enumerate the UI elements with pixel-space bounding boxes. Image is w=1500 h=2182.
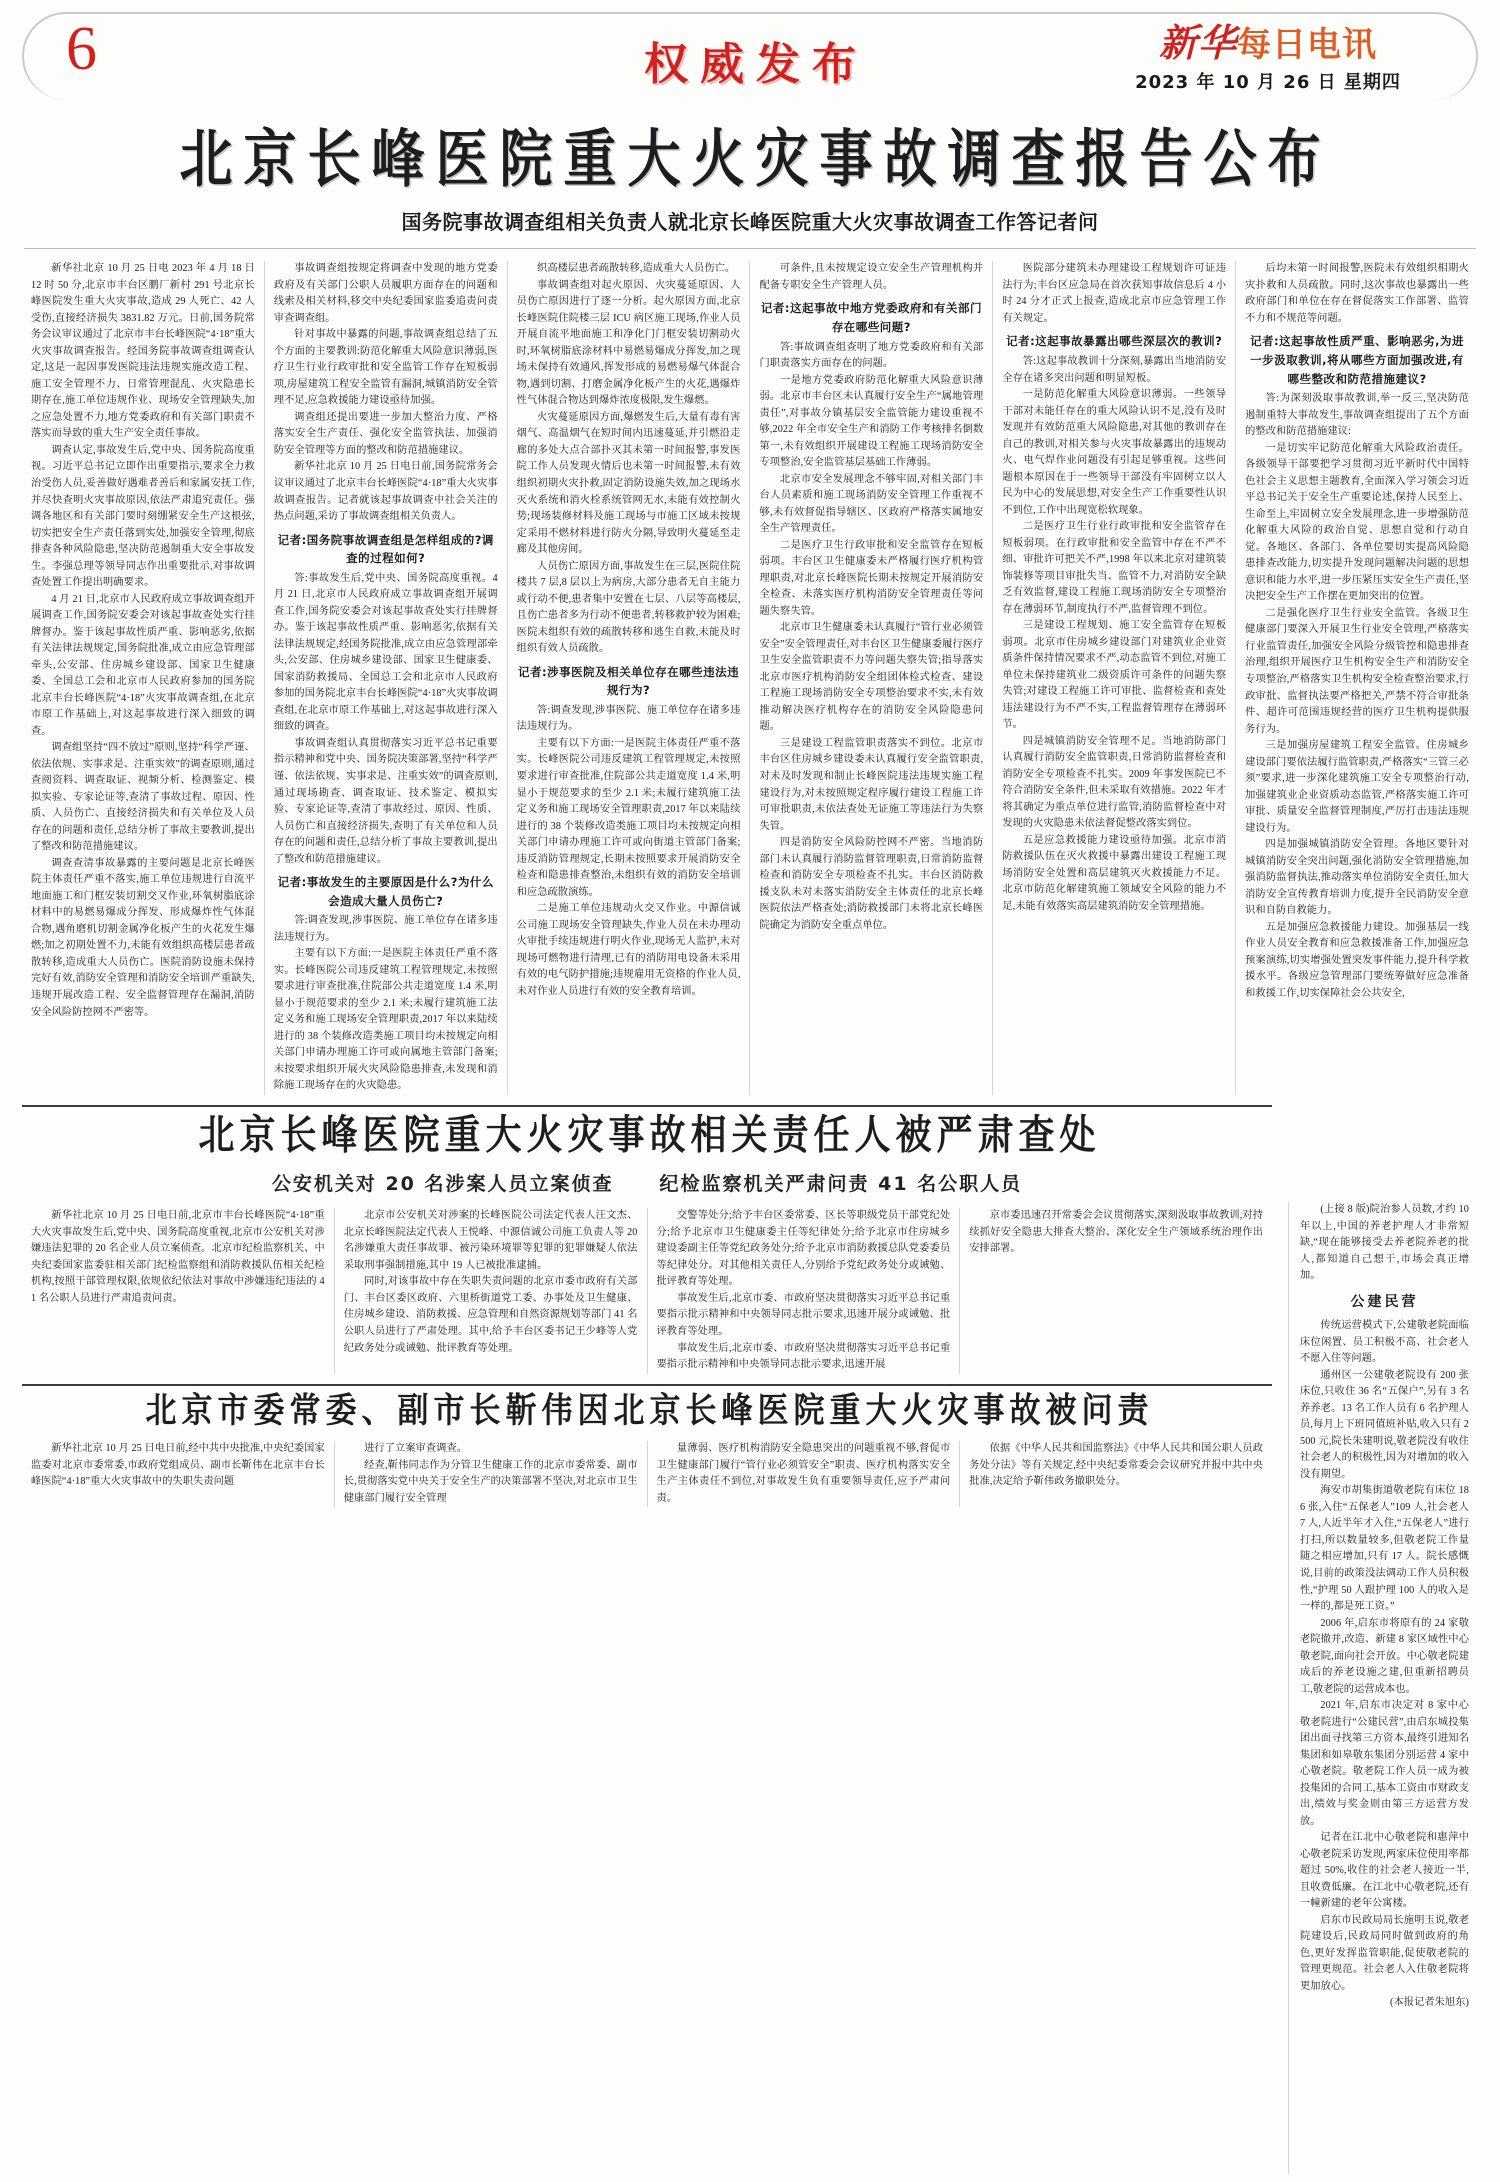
rail-paragraph: 传统运营模式下,公建敬老院面临床位闲置、员工积极不高、社会老人不愿入住等问题。 (1300, 1320, 1469, 1365)
text-column-2 (265, 261, 508, 1095)
paper-logo-part1: 新华 (1158, 21, 1237, 65)
rail-paragraph: 通州区一公建敬老院设有 200 张床位,只收住 36 名“五保户”,另有 3 名养养老。13 名工作人员有 6 名护理人员,每月上下班同值班补贴,收入只有 2500 元,院长朱建明说,敬老院没有收住社会老人的积极性,因为对增加的收入没有期望。 (1300, 1369, 1469, 1480)
article-paragraph: 医院部分建筑未办理建设工程规划许可证违法行为;丰台区应急局在首次获知事故信息后 4 小时 24 分才正式上报查,造成北京市应急管理工作有关规定。 (1002, 263, 1227, 324)
secondary-divider-2 (22, 1384, 1272, 1386)
sec1-column-2 (335, 1208, 648, 1373)
article-subheading: 记者:这起事故中地方党委政府和有关部门存在哪些问题? (760, 301, 982, 334)
article-paragraph: 答:事故发生后,党中央、国务院高度重视。4 月 21 日,北京市人民政府成立事故调查组开展调查工作,国务院安委会对该起事故查处实行挂牌督办。鉴于该起事故性质严重、影响恶劣,依据有关法律法规规定,经国务院批准,成立由应急管理部牵头,公安部、住房城乡建设部、国家卫生健康委、国家消防救援局、全国总工会和北京市人民政府参加的国务院北京丰台长峰医院“4·18”火灾事故调查组,在北京市原工作基础上,对这起事故进行深入细致的调查。 (273, 572, 498, 733)
sec1-column-4 (960, 1208, 1272, 1373)
article-subheading: 记者:这起事故性质严重、影响恶劣,为进一步汲取教训,将从哪些方面加强改进,有哪些整改和防范措施建议? (1250, 334, 1465, 386)
article-paragraph: 事故调查组按规定将调查中发现的地方党委政府及有关部门公职人员履职方面存在的问题和线索及相关材料,移交中央纪委国家监委追责问责审查调查组。 (273, 263, 498, 324)
article-paragraph: 二是施工单位违规动火交又作业。中源信诚公司施工现场安全管理缺失,作业人员在未办理动火审批手续违规进行明火作业,现场无人监护,未对现场可燃物进行清理,已有的消防用电设备未采用有效的电气防护措施;违规雇用无资格的作业人员,未对作业人员进行有效的安全教育培训。 (516, 903, 741, 997)
article-paragraph: 调查组还提出要进一步加大整治力度、严格落实安全生产责任、强化安全监管执法、加强消防安全管理等方面的整改和防范措施建议。 (273, 411, 498, 456)
article-paragraph: 经查,靳伟同志作为分管卫生健康工作的北京市委常委、副市长,贯彻落实党中央关于安全生产的决策部署不坚决,对北京市卫生健康部门履行安全管理 (343, 1459, 638, 1504)
paper-logo-part2: 每日电讯 (1237, 25, 1377, 65)
article-paragraph: 事故调查组认真贯彻落实习近平总书记重要指示精神和党中央、国务院决策部署,坚持“科学严谨、依法依规、实事求是、注重实效”的调查原则,通过现场勘查、调查取证、技术鉴定、模拟实验、专家论证等,查清了事故经过、原因、性质、人员伤亡和直接经济损失,查明了有关单位和人员存在的问题和责任,总结分析了事故主要教训,提出了整改和防范措施建议。 (273, 737, 498, 865)
rail-paragraph: 2021 年,启东市决定对 8 家中心敬老院进行“公建民营”,由启东城投集团出面寻找第三方资本,最终引进知名集团和如皋敬东集团分别运营 4 家中心敬老院。敬老院工作人员一成为被投集团的合同工,基本工资由市财政支出,绩效与奖金则由第三方运营方发放。 (1300, 1700, 1469, 1827)
rail-paragraph: 海安市胡集街道敬老院有床位 186 张,入住“五保老人”109 人,社会老人 7 人,人近半年才入住,“五保老人”进行打扫,所以数量较多,但敬老院工作量随之相应增加,只有 17 人。院长感慨说,目前的政策没法调动工作人员积极性,“护理 50 人跟护理 100 人的收入是一样的,都是死工资。” (1300, 1485, 1469, 1613)
lead-subheadline: 国务院事故调查组相关负责人就北京长峰医院重大火灾事故调查工作答记者问 (401, 210, 1099, 235)
article-paragraph: 京市委迅速召开常委会会议贯彻落实,深刻汲取事故教训,对持续抓好安全隐患大排查大整治、深化安全生产领域系统治理作出安排部署。 (969, 1210, 1263, 1255)
sec2-column-1 (22, 1441, 335, 1507)
secondary-headline-2: 北京市委常委、副市长靳伟因北京长峰医院重大火灾事故被问责 (145, 1390, 1154, 1431)
article-paragraph: 主要有以下方面:一是医院主体责任严重不落实。长峰医院公司违反建筑工程管理规定,未按照要求进行审查批准,住院部公共走道宽度 1.4 米,明显小于规范要求的至少 2.1 米;未履行建筑施工法定义务和施工现场安全管理职责,2017 年以来陆续进行的 38 个装修改造类施工项目均未按规定向相关部门申请办理施工许可或向街道主管部门备案;违反消防管理规定,长期未按照要求开展消防安全检查和隐患排查整治,未组织有效的消防安全培训和应急疏散演练。 (516, 737, 741, 898)
article-paragraph: 可条件,且未按规定设立安全生产管理机构并配备专职安全生产管理人员。 (759, 263, 984, 291)
article-paragraph: 北京市公安机关对涉案的长峰医院公司法定代表人汪文杰、北京长峰医院法定代表人王悦峰、中源信诚公司施工负责人等 20 名涉嫌重大责任事故罪、被污染环境罪等犯罪的犯罪嫌疑人依法采取刑事强制措施,其中 19 人已被批准逮捕。 (343, 1210, 638, 1271)
secondary-divider-1 (22, 1105, 1272, 1107)
text-column-6 (1236, 261, 1478, 1095)
secondary-story-2 (0, 1390, 1500, 1508)
article-paragraph: 一是切实牢记防范化解重大风险政治责任。各级领导干部要把学习贯彻习近平新时代中国特色社会主义思想主题教育,全面深入学习领会习近平总书记关于安全生产重要论述,保持人民至上、生命至上,牢固树立安全发展理念,进一步增强防范化解重大风险的政治自觉、思想自觉和行动自觉。各地区、各部门、各单位要切实提高风险隐患排查改能力,切实提升发现问题解决问题的思想意识和能力水平,进一步压紧压实安全生产责任,坚决把安全生产工作摆在更加突出的位置。 (1245, 442, 1469, 603)
sec2-column-3 (648, 1441, 961, 1507)
paper-brand-block (1118, 21, 1418, 94)
article-paragraph: 四是加强城镇消防安全管理。各地区要针对城镇消防安全突出问题,强化消防安全管理措施,加强消防监督执法,推动落实单位消防安全责任,加大消防安全宣传教育培训力度,提升全民消防安全意识和自防自救能力。 (1245, 839, 1469, 917)
article-subheading: 记者:事故发生的主要原因是什么?为什么会造成大量人员伤亡? (277, 875, 494, 908)
article-paragraph: 一是地方党委政府防范化解重大风险意识薄弱。北京市丰台区未认真履行安全生产“属地管理责任”,对事故分镇基层安全监管能力建设重视不够,2022 年全市安全生产和消防工作考核排名倒数第一,未有效组织开展建设工程施工现场消防安全专项整治,安全监管基层基础工作薄弱。 (759, 374, 984, 469)
article-paragraph: 新华社北京 10 月 25 日电日前,国务院常务会议审议通过了北京丰台长峰医院“4·18”重大火灾事故调查报告。记者就该起事故调查中社会关注的热点问题,采访了事故调查组相关负责人。 (273, 461, 498, 523)
secondary-subheads-1 (0, 1169, 1294, 1196)
article-paragraph: 进行了立案审查调查。 (364, 1443, 468, 1455)
text-column-5 (993, 261, 1236, 1095)
article-subheading: 记者:涉事医院及相关单位存在哪些违法违规行为? (518, 664, 740, 698)
text-column-1 (22, 261, 265, 1095)
article-paragraph: 调查组坚持“四不放过”原则,坚持“科学严谨、依法依规、实事求是、注重实效”的调查原则,通过查阅资料、调查取证、视频分析、检测鉴定、模拟实验、专家论证等,查清了事故过程、原因、性质、人员伤亡、直接经济损失和有关单位及人员存在的问题和责任,总结分析了事故主要教训,提出了整改和防范措施建议。 (31, 742, 255, 853)
rail-paragraph: 记者在江北中心敬老院和惠萍中心敬老院采访发现,两家床位使用率都超过 50%,收住的社会老人接近一半,且收费低廉。在江北中心敬老院,还有一幢新建的老年公寓楼。 (1300, 1832, 1469, 1910)
article-paragraph: 量薄弱、医疗机构消防安全隐患突出的问题重视不够,督促市卫生健康部门履行“管行业必须管安全”职责、医疗机构落实安全生产主体责任不到位,对事故发生负有重要领导责任,应予严肃问责。 (656, 1443, 951, 1504)
article-paragraph: 后均未第一时间报警,医院未有效组织相期火灾扑救和人员疏散。同时,这次事故也暴露出一些政府部门和单位在存在督促落实工作部署、监管不力和不规范等问题。 (1245, 263, 1469, 324)
article-paragraph: 依据《中华人民共和国监察法》《中华人民共和国公职人员政务处分法》等有关规定,经中央纪委常委会会议研究并报中共中央批准,决定给予靳伟政务撤职处分。 (969, 1443, 1263, 1488)
article-paragraph: 北京市卫生健康委未认真履行“管行业必须管安全”安全管理责任,对丰台区卫生健康委履行医疗卫生安全监管职责不力等问题失察失管;指导落实北京市医疗机构消防安全组团体检式检查、建设工程施工现场消防安全专项整治要求不实,未有效推动解决医疗机构存在的消防安全风险隐患问题。 (759, 622, 984, 733)
secondary-story-1 (0, 1112, 1500, 1374)
text-column-3 (508, 261, 751, 1095)
article-paragraph: 同时,对该事故中存在失职失责问题的北京市委市政府有关部门、丰台区委区政府、六里桥街道党工委、办事处及卫生健康、住房城乡建设、消防救援、应急管理和自然资源规划等部门 41 名公职人员进行了严肃处理。其中,给予丰台区委书记王少峰等人党纪政务处分或诫勉、批评教育等处理。 (343, 1276, 638, 1354)
article-subheading: 记者:这起事故暴露出哪些深层次的教训? (1006, 334, 1223, 349)
rail-paragraph: 启东市民政局局长施明玉说,敬老院建设后,民政局同时做到政府的角色,更好发挥监管职能,促使敬老院的管理更规范。社会老人入住敬老院将更加放心。 (1300, 1914, 1469, 1992)
article-paragraph: 二是强化医疗卫生行业安全监管。各级卫生健康部门要深入开展卫生行业安全管理,严格落实行业监管责任,加强安全风险分级管控和隐患排查治理,组织开展医疗卫生机构安全生产和消防安全专项整治,严格落实卫生机构安全检查整治要求,行政审批、监督执法要严格把关,严禁不符合审批条件、超许可范围违规经营的医疗卫生机构提供服务行为。 (1245, 607, 1469, 735)
article-subheading: 记者:国务院事故调查组是怎样组成的?调查的过程如何? (277, 532, 494, 566)
article-paragraph: 调查认定,事故发生后,党中央、国务院高度重视。习近平总书记立即作出重要指示,要求全力救治受伤人员,妥善做好遇难者善后和家属安抚工作,并尽快查明火灾事故原因,依法严肃追究责任。强调各地区和有关部门要时刻绷紧安全生产这根弦,切实把安全生产责任落到实处,加强安全管理,彻底排查各种风险隐患,坚决防范遏制重大安全事故发生。李强总理等领导同志作出重要批示,对事故调查处置工作提出明确要求。 (31, 444, 255, 589)
article-paragraph: 一是防范化解重大风险意识薄弱。一些领导干部对未能任存在的重大风险认识不足,没有及时发现并有效防范重大风险隐患,对其他的教训存在自己的教训,对相关参与火灾事故暴露出的违规动火、电气焊作业问题没有引起足够重视。这些问题根本原因在于一些领导干部没有牢固树立以人民为中心的发展思想,对安全生产工作重要性认识不到位,工作中出现宽松软现象。 (1002, 389, 1227, 516)
article-paragraph: 人员伤亡原因方面,事故发生在三层,医院住院楼共 7 层,8 层以上为病房,大部分患者无自主能力或行动不便,患者集中安置在七层、八层等高楼层,且伤亡患者多为行动不便患者,转移救护较为困难;医院未组织有效的疏散转移和逃生自救,未能及时组织有效人员疏散。 (516, 560, 741, 655)
article-paragraph: 三是加强房屋建筑工程安全监管。住房城乡建设部门要依法履行监管职责,严格落实“三管三必须”要求,进一步深化建筑施工安全专项整治行动,加强建筑业企业资质动态监管,严格落实施工许可审批、质量安全监督管理制度,严厉打击违法违规建设行为。 (1245, 740, 1469, 834)
article-paragraph: 答:为深刻汲取事故教训,举一反三,坚决防范遏制重特大事故发生,事故调查组提出了五个方面的整改和防范措施建议: (1245, 393, 1469, 438)
rail-byline: (本报记者朱旭东) (1390, 1997, 1469, 2009)
article-paragraph: 四是城镇消防安全管理不足。当地消防部门认真履行消防安全监管职责,日常消防监督检查和消防安全专项检查不扎实。2009 年事发医院已不符合消防安全条件,但未采取有效措施。2022 年才将其确定为重点单位进行监管,消防监督检查中对发现的火灾隐患未依法督促整改落实到位。 (1002, 735, 1227, 830)
secondary-subhead-left: 公安机关对 20 名涉案人员立案侦查 (271, 1173, 614, 1196)
article-paragraph: 四是消防安全风险防控网不严密。当地消防部门未认真履行消防监督管理职责,日常消防监督检查和消防安全专项检查不扎实。丰台区消防救援支队未对未落实消防安全主体责任的北京长峰医院依法严格查处;消防救援部门未将北京长峰医院确定为消防安全重点单位。 (759, 837, 984, 931)
secondary-subhead-right: 纪检监察机关严肃问责 41 名公职人员 (659, 1173, 1023, 1196)
publication-date: 2023 年 10 月 26 日 星期四 (1135, 71, 1401, 93)
article-lead-paragraph: 新华社北京 10 月 25 日电日前,经中共中央批准,中央纪委国家监委对北京市委常委,市政府党组成员、副市长靳伟在北京丰台长峰医院“4·18”重大火灾事故中的失职失责问题 (31, 1443, 325, 1488)
article-paragraph: 北京市安全发展理念不够牢固,对相关部门丰台人员素质和施工现场消防安全管理工作重视不够,未有效督促指导辖区、区政府严格落实属地安全生产管理责任。 (759, 473, 984, 535)
article-paragraph: 答:调查发现,涉事医院、施工单位存在诸多违法违规行为。 (516, 704, 741, 733)
sec1-column-1 (22, 1208, 335, 1373)
article-paragraph: 织高楼层患者疏散转移,造成重大人员伤亡。 (537, 263, 736, 275)
article-paragraph: 二是医疗卫生行政审批和安全监管存在短板弱项。丰台区卫生健康委未严格履行医疗机构管理职责,对北京长峰医院长期未按规定开展消防安全检查、未落实医疗机构消防安全管理责任等问题失察失管。 (759, 539, 984, 617)
article-paragraph: 答:事故调查组查明了地方党委政府和有关部门职责落实方面存在的问题。 (759, 341, 984, 370)
article-paragraph: 三是建设工程规划、施工安全监管存在短板弱项。北京市住房城乡建设部门对建筑业企业资质条件保持情况要求不严,动态监管不到位,对施工单位未保持建筑业二级资质许可条件的问题失察失管;对建设工程施工许可审批、监督检查和查处违法建设行为不严不实,工程监督管理存在薄弱环节。 (1002, 620, 1227, 731)
lead-headline: 北京长峰医院重大火灾事故调查报告公布 (179, 123, 1332, 196)
secondary-headline-1: 北京长峰医院重大火灾事故相关责任人被严肃查处 (198, 1112, 1101, 1159)
article-paragraph: 交警等处分;给予丰台区委常委、区长等职级党员干部党纪处分;给予北京市卫生健康委主任等纪律处分;给予北京市住房城乡建设委副主任等党纪政务处分;给予北京市消防救援总队党委委员等纪律处分。对其他相关责任人,分别给予党纪政务处分或诫勉、批评教育等处理。 (656, 1210, 951, 1288)
page-number: 6 (66, 15, 97, 83)
article-paragraph: 事故调查组对起火原因、火灾蔓延原因、人员伤亡原因进行了逐一分析。起火原因方面,北京长峰医院住院楼三层 ICU 病区施工现场,作业人员开展自流平地面施工和净化门门框安装切割动火时,环氧树脂底涂材料中易燃易爆成分挥发,加之现场未保持有效通风,挥发形成的易燃易爆气体混合物,遇到切割、打磨金属净化板产生的火花,遇爆炸性气体混合物达到爆炸浓度极限,发生爆燃。 (516, 279, 741, 407)
sec1-column-3 (648, 1208, 961, 1373)
sec2-column-2 (335, 1441, 648, 1507)
article-lead-paragraph: 新华社北京 10 月 25 日电 2023 年 4 月 18 日 12 时 50 分,北京市丰台区鹏厂新村 291 号北京长峰医院发生重大火灾事故,造成 29 人死亡、42 人受伤,直接经济损失 3831.82 万元。日前,国务院常务会议审议通过了北京市丰台长峰医院“4·18”重大火灾事故调查报告。经国务院事故调查组调查认定,这是一起因事发医院违法违规实施改造工程、施工安全管理不力、日常管理混乱、火灾隐患长期存在,施工单位违规作业、现场安全管理缺失,加之应急处置不力,地方党委政府和有关部门职责不落实而导致的重大生产安全责任事故。 (31, 263, 255, 440)
article-paragraph: 三是建设工程监管职责落实不到位。北京市丰台区住房城乡建设委未认真履行安全监管职责,对未及时发现和制止长峰医院违法违规实施工程建设行为,对未按照规定程序履行建设工程施工许可审批职责,未依法查处无证施工等违法行为失察失管。 (759, 737, 984, 832)
secondary-1-columns (22, 1208, 1272, 1373)
article-paragraph: 答:调查发现,涉事医院、施工单位存在诸多违法违规行为。 (273, 915, 498, 943)
sec2-column-4 (960, 1441, 1272, 1507)
article-paragraph: 针对事故中暴露的问题,事故调查组总结了五个方面的主要教训:防范化解重大风险意识薄弱,医疗卫生行业行政审批和安全监管工作存在短板弱项,房屋建筑工程安全监管有漏洞,城镇消防安全管理不足,应急救援能力建设亟待加强。 (273, 329, 498, 407)
masthead (22, 12, 1478, 100)
paper-logo (1118, 21, 1418, 65)
article-paragraph: 事故发生后,北京市委、市政府坚决贯彻落实习近平总书记重要指示批示精神和中央领导同志批示要求,迅速开展分或诫勉、批评教育等处理。 (656, 1292, 951, 1337)
article-paragraph: 主要有以下方面:一是医院主体责任严重不落实。长峰医院公司违反建筑工程管理规定,未按照要求进行审查批准,住院部公共走道宽度 1.4 米,明显小于规范要求的至少 2.1 米;未履行建筑施工法定义务和施工现场安全管理职责,2017 年以来陆续进行的 38 个装修改造类施工项目均未按规定向相关部门申请办理施工许可或向属地主管部门备案;未按要求组织开展火灾风险隐患排查,未发现和消除施工现场存在的火灾隐患。 (273, 948, 498, 1092)
main-article-columns (22, 261, 1478, 1095)
article-paragraph: 五是应急救援能力建设亟待加强。北京市消防救援队伍在灭火救援中暴露出建设工程施工现场消防安全处置和高层建筑灭火救援能力不足。北京市防范化解建筑施工领域安全风险的能力不足,未能有效落实高层建筑消防安全管理措施。 (1002, 834, 1227, 912)
article-paragraph: 答:这起事故教训十分深刻,暴露出当地消防安全存在诸多突出问题和明显短板。 (1002, 355, 1227, 384)
article-paragraph: 事故发生后,北京市委、市政府坚决贯彻落实习近平总书记重要指示批示精神和中央领导同志批示要求,迅速开展 (656, 1342, 951, 1371)
headline-rule (24, 248, 1476, 249)
article-paragraph: 二是医疗卫生行业行政审批和安全监管存在短板弱项。在行政审批和安全监管中存在不严不细、审批许可把关不严,1998 年以来北京对建筑装饰装修等项目审批失当、监管不力,对消防安全缺乏有效监督,建设工程施工现场消防安全专项整治存在薄弱环节,制度执行不严,监督管理不到位。 (1002, 521, 1227, 615)
rail-paragraph: 2006 年,启东市将原有的 24 家敬老院撤并,改造、新建 8 家区域性中心敬老院,面向社会开放。中心敬老院建成后的养老设施之建,但重新招聘员工,敬老院的运营成本也。 (1300, 1617, 1469, 1695)
article-lead-paragraph: 新华社北京 10 月 25 日电日前,北京市丰台长峰医院“4·18”重大火灾事故发生后,党中央、国务院高度重视,北京市公安机关对涉嫌违法犯罪的 20 名企业人员立案侦查。北京市纪检监察机关、中央纪委国家监委驻相关部门纪检监察组和消防救援队伍相关纪检机构,按照干部管理权限,依规依纪依法对事故中涉嫌违纪违法的 41 名公职人员进行严肃追责问责。 (31, 1210, 325, 1304)
rail-section-heading: 公建民营 (1350, 1293, 1419, 1310)
article-paragraph: 五是加强应急救援能力建设。加强基层一线作业人员安全教育和应急救援准备工作,加强应急预案演练,切实增强处置突发事件能力,提升科学救援水平。各级应急管理部门要统筹做好应急准备和救援工作,切实保障社会公共安全, (1245, 921, 1469, 999)
right-rail-continuation (1288, 1202, 1478, 2174)
continuation-note: (上接 8 版)院治参人员数,才约 10 年以上,中国的养老护理人才非常短缺,“现在能够接受去养老院养老的批人,都知道自己想干,市场会真正增加。 (1300, 1204, 1469, 1282)
article-paragraph: 调查查清事故暴露的主要问题是北京长峰医院主体责任严重不落实,施工单位违规进行自流平地面施工和门框安装切割交又作业,环氧树脂底涂材料中的易燃易爆成分挥发、形成爆炸性气体混合物,遇角磨机切割金属净化板产生的火花发生爆燃;加之初期处置不力,未能有效组织高楼层患者疏散转移,造成重大人员伤亡。医院消防设施未保持完好有效,消防安全管理和消防安全培训严重缺失,违规开展改造工程、安全监督管理存在漏洞,消防安全风险防控网不严密等。 (31, 857, 255, 1018)
article-paragraph: 火灾蔓延原因方面,爆燃发生后,大量有毒有害烟气、高温烟气在短时间内迅速蔓延,并引燃沿走廊的多处大点合部扑灭其未第一时间报警,事发医院工作人员发现火情后也未第一时间报警,未有效组织初期火灾扑救,固定消防设施失效,加之现场水灭火系统和消火栓系统管网无水,未能有效控制火势;现场装修材料及施工现场与市施工区域未按规定采用不燃材料进行防火分隔,导致明火蔓延至走廊及其他房间。 (516, 411, 741, 556)
secondary-2-columns (22, 1441, 1272, 1507)
section-title: 权威发布 (644, 39, 868, 90)
article-paragraph: 4 月 21 日,北京市人民政府成立事故调查组开展调查工作,国务院安委会对该起事故查处实行挂牌督办。鉴于该起事故性质严重、影响恶劣,依据有关法律法规规定,国务院批准,成立由应急管理部牵头,公安部、住房城乡建设部、国家卫生健康委、全国总工会和北京市人民政府参加的国务院北京丰台长峰医院“4·18”火灾事故调查组,在北京市原工作基础上,对这起事故进行深入细致的调查。 (31, 593, 255, 737)
text-column-4 (750, 261, 993, 1095)
